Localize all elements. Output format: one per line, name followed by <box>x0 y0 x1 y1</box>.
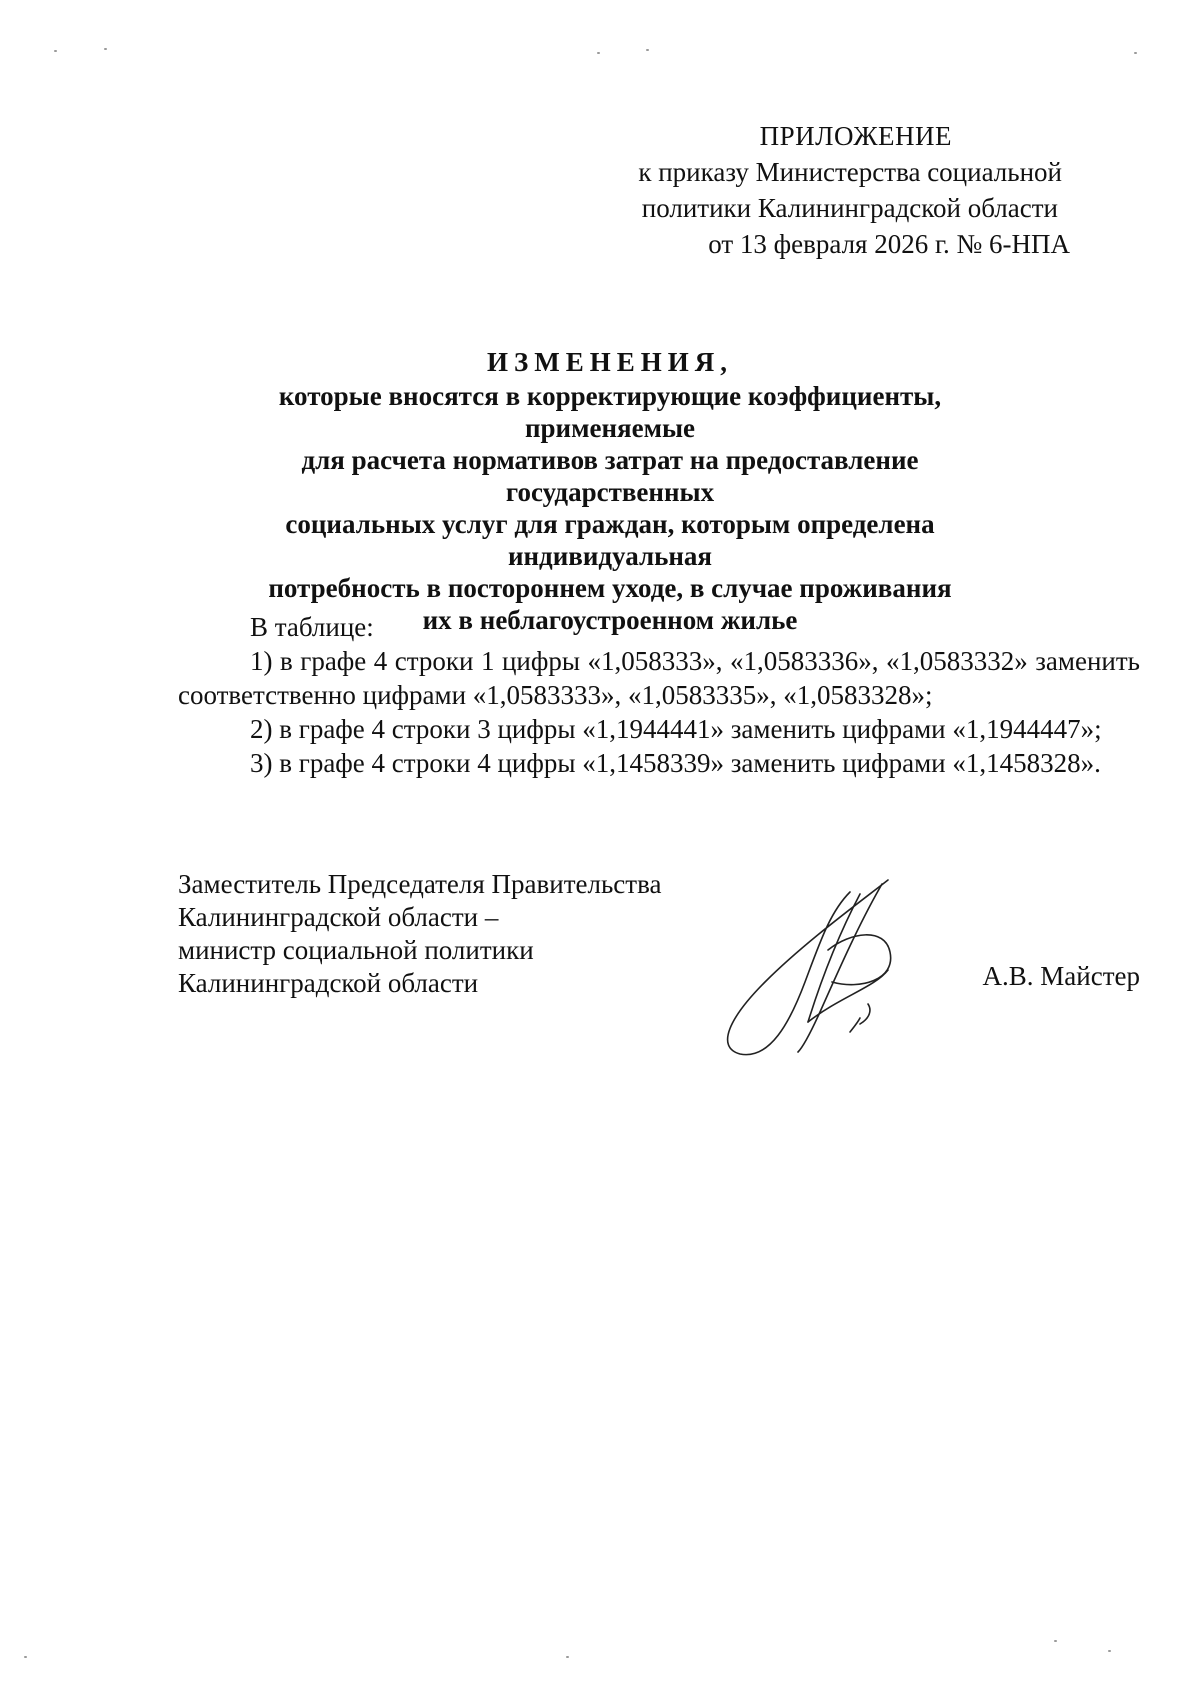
scan-speck <box>54 50 57 52</box>
document-heading <box>200 346 1020 636</box>
heading-line: для расчета нормативов затрат на предоставление государственных <box>301 445 919 507</box>
annex-line-order: к приказу Министерства социальной <box>638 157 1062 187</box>
scan-speck <box>646 49 649 51</box>
scan-speck <box>104 48 107 50</box>
heading-line: которые вносятся в корректирующие коэффициенты, применяемые <box>278 381 942 443</box>
signatory-position-line: министр социальной политики <box>178 935 534 965</box>
document-body <box>178 610 1140 780</box>
annex-title: ПРИЛОЖЕНИЕ <box>759 121 952 151</box>
signatory-position-line: Калининградской области <box>178 968 479 998</box>
scan-speck <box>1134 52 1137 54</box>
annex-line-date-number: от 13 февраля 2026 г. № 6-НПА <box>708 229 1070 259</box>
scan-speck <box>566 1656 569 1658</box>
signatory-position-line: Заместитель Председателя Правительства <box>178 869 662 899</box>
annex-header <box>550 118 1070 262</box>
heading-title: ИЗМЕНЕНИЯ, <box>486 347 733 377</box>
body-item-3: 3) в графе 4 строки 4 цифры «1,1458339» заменить цифрами «1,1458328». <box>250 748 1101 778</box>
annex-line-ministry: политики Калининградской области <box>641 193 1058 223</box>
handwritten-signature <box>710 872 910 1062</box>
scan-speck <box>24 1656 27 1658</box>
heading-line: их в неблагоустроенном жилье <box>422 605 798 635</box>
signatory-name: А.В. Майстер <box>982 961 1140 991</box>
heading-line: потребность в постороннем уходе, в случае проживания <box>268 573 952 603</box>
scan-speck <box>597 52 600 54</box>
signatory-position <box>178 868 698 1000</box>
signatory-position-line: Калининградской области – <box>178 902 499 932</box>
body-intro: В таблице: <box>250 612 374 642</box>
body-item-2: 2) в графе 4 строки 3 цифры «1,1944441» заменить цифрами «1,1944447»; <box>250 714 1102 744</box>
scan-speck <box>1054 1640 1057 1642</box>
heading-line: социальных услуг для граждан, которым определена индивидуальная <box>285 509 935 571</box>
body-item-1: 1) в графе 4 строки 1 цифры «1,058333», «1,0583336», «1,0583332» заменить соответственно цифрами «1,0583333», «1,0583335», «1,0583328»; <box>178 646 1140 710</box>
scan-speck <box>1108 1650 1111 1652</box>
